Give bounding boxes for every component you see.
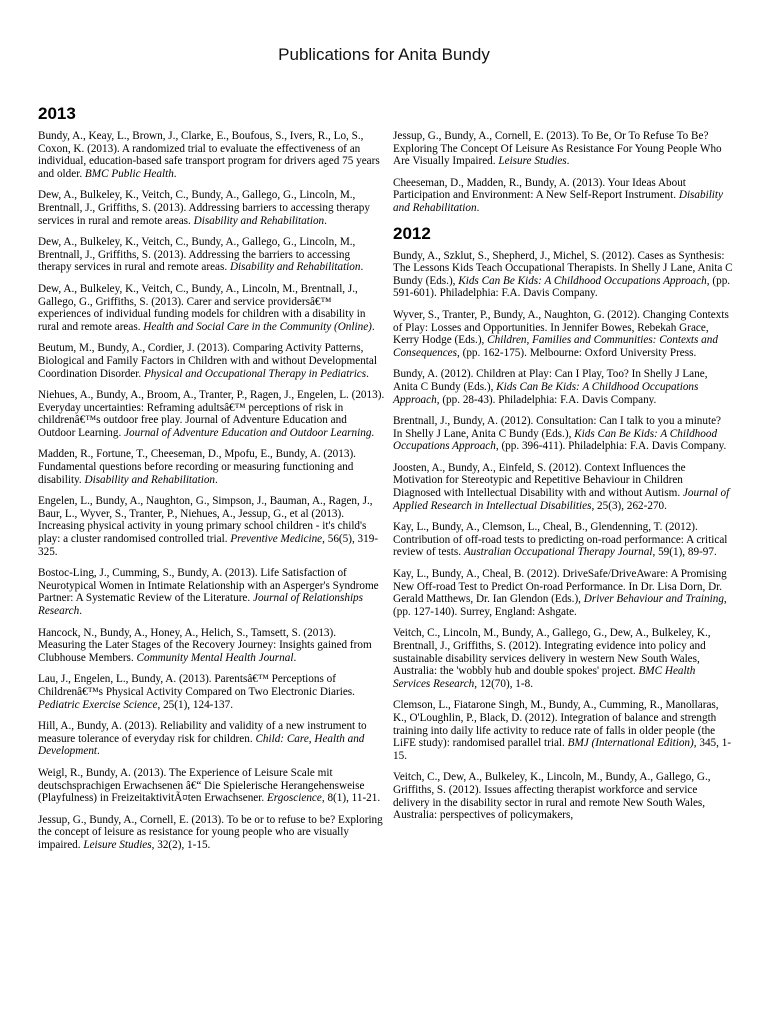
citation-details: , (pp. 127-140). Surrey, England: Ashgate. bbox=[393, 593, 727, 618]
citation-text: Beutum, M., Bundy, A., Cordier, J. (2013). Comparing Activity Patterns, Biological and Family Factors in Children with and without Developmental Coordination Disorder. bbox=[38, 342, 377, 380]
publication-entry bbox=[393, 699, 733, 762]
publication-entry bbox=[393, 627, 733, 690]
citation-source: Pediatric Exercise Science bbox=[38, 698, 158, 711]
citation-source: Kids Can Be Kids: A Childhood Occupations Approach bbox=[458, 274, 707, 287]
citation-source: Ergoscience bbox=[266, 792, 322, 805]
publication-entry bbox=[38, 189, 386, 227]
publication-entry bbox=[38, 448, 386, 486]
publication-list-2013-continued bbox=[393, 130, 733, 215]
publication-entry bbox=[393, 130, 733, 168]
publication-entry bbox=[38, 720, 386, 758]
citation-details: , (pp. 591-601). Philadelphia: F.A. Davis Company. bbox=[393, 274, 731, 300]
citation-details: , (pp. 162-175). Melbourne: Oxford University Press. bbox=[457, 346, 697, 359]
citation-details: , 25(1), 124-137. bbox=[157, 698, 233, 711]
citation-text: Engelen, L., Bundy, A., Naughton, G., Simpson, J., Bauman, A., Ragen, J., Baur, L., Wyver, S., Tranter, P., Niehues, A., Jessup, G., et al (2013). Increasing physical activity in young primary school children - it's child's play: a cluster randomised controlled trial. bbox=[38, 495, 373, 546]
citation-source: Community Mental Health Journal bbox=[136, 651, 294, 664]
right-column bbox=[393, 130, 733, 831]
citation-details: , 25(3), 262-270. bbox=[591, 499, 667, 512]
citation-text: Dew, A., Bulkeley, K., Veitch, C., Bundy, A., Gallego, G., Lincoln, M., Brentnall, J., Griffiths, S. (2013). Addressing the barriers to accessing therapy services in rural and remote areas. bbox=[38, 236, 356, 274]
page-title: Publications for Anita Bundy bbox=[278, 45, 490, 64]
publication-entry bbox=[38, 627, 386, 665]
citation-details: . bbox=[215, 473, 218, 486]
year-heading-2013: 2013 bbox=[38, 104, 76, 123]
citation-text: Hancock, N., Bundy, A., Honey, A., Helich, S., Tamsett, S. (2013). Measuring the Later Stages of the Recovery Journey: Insights gained from Clubhouse Members. bbox=[38, 626, 372, 664]
citation-text: Bundy, A., Szklut, S., Shepherd, J., Michel, S. (2012). Cases as Synthesis: The Lessons Kids Teach Occupational Therapists. In Shelly J Lane, Anita C Bundy (Eds.), bbox=[393, 249, 733, 287]
publication-entry bbox=[393, 415, 733, 453]
citation-details: . bbox=[97, 745, 100, 758]
publication-entry bbox=[38, 342, 386, 380]
citation-source: Driver Behaviour and Training bbox=[583, 593, 724, 606]
publication-entry bbox=[393, 462, 733, 512]
publication-entry bbox=[393, 771, 733, 821]
citation-source: Kids Can Be Kids: A Childhood Occupations Approach bbox=[393, 427, 718, 453]
citation-source: Disability and Rehabilitation bbox=[229, 261, 361, 274]
citation-text: Lau, J., Engelen, L., Bundy, A. (2013). Parentsâ€™ Perceptions of Childrenâ€™s Physical Activity Compared on Two Electronic Diaries. bbox=[38, 673, 355, 698]
publication-entry bbox=[38, 236, 386, 274]
citation-source: BMC Public Health bbox=[84, 167, 174, 180]
citation-details: , 59(1), 89-97. bbox=[652, 546, 717, 559]
citation-source: BMC Health Services Research bbox=[393, 665, 696, 690]
citation-details: , 32(2), 1-15. bbox=[151, 838, 211, 851]
citation-source: Health and Social Care in the Community (Online) bbox=[143, 320, 372, 333]
publication-entry bbox=[38, 814, 386, 852]
citation-details: , 12(70), 1-8. bbox=[474, 677, 534, 690]
citation-details: . bbox=[360, 261, 364, 274]
citation-details: . bbox=[173, 167, 177, 180]
publication-entry bbox=[393, 177, 733, 215]
year-heading-2012: 2012 bbox=[393, 223, 431, 243]
citation-text: Jessup, G., Bundy, A., Cornell, E. (2013). To Be, Or To Refuse To Be? Exploring The Concept Of Leisure As Resistance For Young People Who Are Visually Impaired. bbox=[393, 130, 722, 168]
citation-source: Children, Families and Communities: Contexts and Consequences bbox=[393, 334, 718, 359]
citation-source: Preventive Medicine bbox=[230, 533, 323, 546]
citation-source: Leisure Studies bbox=[83, 838, 152, 851]
publication-list-2013 bbox=[38, 130, 386, 852]
citation-source: Australian Occupational Therapy Journal bbox=[463, 546, 653, 559]
citation-text: Bundy, A., Keay, L., Brown, J., Clarke, E., Boufous, S., Ivers, R., Lo, S., Coxon, K. (2013). A randomized trial to evaluate the effectiveness of an individual, education-based safe transport program for drivers aged 75 years and older. bbox=[38, 130, 380, 180]
citation-source: Kids Can Be Kids: A Childhood Occupations Approach bbox=[393, 380, 699, 406]
citation-text: Weigl, R., Bundy, A. (2013). The Experience of Leisure Scale mit deutschsprachigen Erwachsenen â€“ Die Spielerische Herangehensweise (Playfulness) in FreizeitaktivitÃ¤ten Erwachsener. bbox=[38, 766, 365, 805]
citation-details: . bbox=[566, 155, 570, 168]
citation-text: Kay, L., Bundy, A., Cheal, B. (2012). DriveSafe/DriveAware: A Promising New Off-road Test to Predict On-road Performance. In Dr. Lisa Dorn, Dr. Gerald Matthews, Dr. Ian Glendon (Eds.), bbox=[393, 568, 727, 606]
citation-text: Dew, A., Bulkeley, K., Veitch, C., Bundy, A., Lincoln, M., Brentnall, J., Gallego, G., Griffiths, S. (2013). Carer and service providersâ€™ experiences of individual funding models for children with a disability in rural and remote areas. bbox=[38, 282, 366, 333]
citation-text: Brentnall, J., Bundy, A. (2012). Consultation: Can I talk to you a minute? In Shelly J Lane, Anita C Bundy (Eds.), bbox=[393, 415, 722, 440]
citation-text: Niehues, A., Bundy, A., Broom, A., Tranter, P., Ragen, J., Engelen, L. (2013). Everyday uncertainties: Reframing adultsâ€™ perceptions of risk in childrenâ€™s outdoor free play. Journal of Adventure Education and Outdoor Learning. bbox=[38, 389, 385, 439]
citation-details: , (pp. 396-411). Philadelphia: F.A. Davis Company. bbox=[495, 440, 727, 453]
citation-text: Joosten, A., Bundy, A., Einfeld, S. (2012). Context Influences the Motivation for Stereotypic and Repetitive Behaviour in Children Diagnosed with Intellectual Disability with and without Autism. bbox=[393, 461, 686, 500]
citation-source: Disability and Rehabilitation bbox=[193, 214, 325, 227]
citation-text: Jessup, G., Bundy, A., Cornell, E. (2013). To be or to refuse to be? Exploring the concept of leisure as resistance for young people who are visually impaired. bbox=[38, 813, 383, 851]
publication-entry bbox=[38, 673, 386, 711]
citation-source: Disability and Rehabilitation bbox=[393, 189, 723, 214]
publication-entry bbox=[393, 250, 733, 300]
publication-entry bbox=[38, 130, 386, 180]
publication-entry bbox=[393, 568, 733, 618]
citation-text: Bostoc-Ling, J., Cumming, S., Bundy, A. (2013). Life Satisfaction of Neurotypical Women in Intimate Relationship with an Asperger's Syndrome Partner: A Systematic Review of the Literature. bbox=[38, 567, 379, 605]
citation-source: BMJ (International Edition) bbox=[567, 737, 694, 750]
citation-details: , (pp. 28-43). Philadelphia: F.A. Davis Company. bbox=[436, 393, 657, 406]
citation-text: Dew, A., Bulkeley, K., Veitch, C., Bundy, A., Gallego, G., Lincoln, M., Brentnall, J., Griffiths, S. (2013). Addressing barriers to accessing therapy services in rural and remote areas. bbox=[38, 189, 370, 227]
left-column bbox=[38, 104, 386, 861]
citation-text: Clemson, L., Fiatarone Singh, M., Bundy, A., Cumming, R., Manollaras, K., O'Loughlin, P., Black, D. (2012). Integration of balance and strength training into daily life activity to reduce rate of falls in older people (the LiFE study): randomised parallel trial. bbox=[393, 699, 719, 750]
publication-entry bbox=[38, 767, 386, 805]
citation-details: , 345, 1-15. bbox=[393, 737, 732, 762]
citation-details: . bbox=[371, 426, 375, 439]
citation-source: Journal of Relationships Research bbox=[38, 592, 364, 617]
citation-text: Wyver, S., Tranter, P., Bundy, A., Naughton, G. (2012). Changing Contexts of Play: Losses and Opportunities. In Jennifer Bowes, Rebekah Grace, Kerry Hodge (Eds.), bbox=[393, 308, 729, 347]
citation-source: Child: Care, Health and Development bbox=[38, 732, 365, 758]
citation-source: Leisure Studies bbox=[498, 155, 567, 168]
citation-text: Kay, L., Bundy, A., Clemson, L., Cheal, B., Glendenning, T. (2012). Contribution of off-road tests to predicting on-road performance: A critical review of tests. bbox=[393, 521, 728, 559]
publication-entry bbox=[38, 283, 386, 333]
citation-details: . bbox=[293, 651, 297, 664]
publication-list-2012 bbox=[393, 250, 733, 822]
citation-text: Veitch, C., Dew, A., Bulkeley, K., Lincoln, M., Bundy, A., Gallego, G., Griffiths, S. (2012). Issues affecting therapist workforce and service delivery in the disability sector in rural and remote New South Wales, Australia: perspectives of policymakers, bbox=[393, 771, 711, 822]
publication-entry bbox=[393, 368, 733, 406]
publication-entry bbox=[393, 309, 733, 359]
publication-entry bbox=[38, 495, 386, 558]
publication-entry bbox=[38, 567, 386, 617]
publication-entry bbox=[393, 521, 733, 559]
citation-text: Bundy, A. (2012). Children at Play: Can I Play, Too? In Shelly J Lane, Anita C Bundy (Eds.), bbox=[393, 368, 708, 393]
citation-details: , 8(1), 11-21. bbox=[321, 792, 381, 805]
citation-text: Madden, R., Fortune, T., Cheeseman, D., Mpofu, E., Bundy, A. (2013). Fundamental questions before recording or measuring functioning and disability. bbox=[38, 448, 356, 486]
citation-source: Journal of Adventure Education and Outdoor Learning bbox=[124, 426, 372, 439]
citation-details: . bbox=[324, 214, 327, 227]
citation-details: , 56(5), 319-325. bbox=[38, 533, 379, 558]
citation-text: Cheeseman, D., Madden, R., Bundy, A. (2013). Your Ideas About Participation and Environment: A New Self-Report Instrument. bbox=[393, 176, 686, 202]
citation-source: Disability and Rehabilitation bbox=[84, 473, 216, 486]
citation-details: . bbox=[366, 367, 369, 380]
citation-source: Journal of Applied Research in Intellectual Disabilities bbox=[393, 487, 730, 512]
citation-text: Hill, A., Bundy, A. (2013). Reliability and validity of a new instrument to measure tolerance of everyday risk for children. bbox=[38, 720, 367, 745]
citation-details: . bbox=[79, 605, 83, 617]
citation-text: Veitch, C., Lincoln, M., Bundy, A., Gallego, G., Dew, A., Bulkeley, K., Brentnall, J., Griffiths, S. (2012). Integrating evidence into policy and sustainable disability services delivery in western New South Wales, Australia: the 'wobbly hub and double spokes' project. bbox=[393, 627, 711, 678]
citation-details: . bbox=[371, 320, 375, 333]
citation-source: Physical and Occupational Therapy in Pediatrics bbox=[143, 367, 367, 380]
publication-entry bbox=[38, 389, 386, 439]
citation-details: . bbox=[476, 201, 480, 214]
